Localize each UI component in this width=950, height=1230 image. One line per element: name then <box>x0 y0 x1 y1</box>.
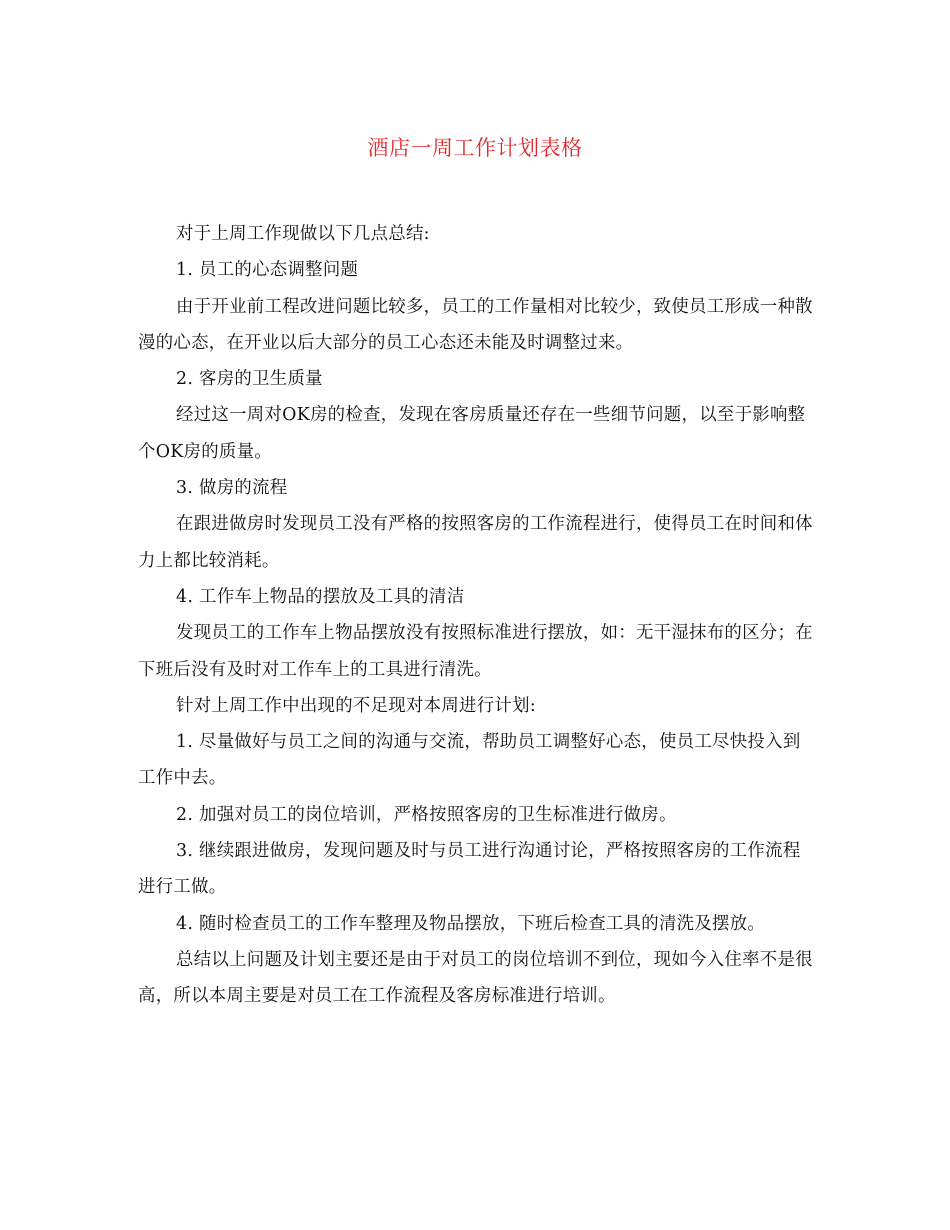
document-body <box>138 216 818 1015</box>
summary-intro: 对于上周工作现做以下几点总结: <box>176 224 430 244</box>
summary-body-2: 经过这一周对OK房的检查，发现在客房质量还存在一些细节问题，以至于影响整个OK房的质量。 <box>138 405 806 462</box>
summary-heading-4: 4. 工作车上物品的摆放及工具的清洁 <box>176 586 465 607</box>
summary-heading-2: 2. 客房的卫生质量 <box>176 369 323 390</box>
plan-intro: 针对上周工作中出现的不足现对本周进行计划: <box>176 695 536 716</box>
summary-body-4: 发现员工的工作车上物品摆放没有按照标准进行摆放，如：无干湿抹布的区分；在下班后没有及时对工作车上的工具进行清洗。 <box>138 623 813 680</box>
plan-item-4: 4. 随时检查员工的工作车整理及物品摆放，下班后检查工具的清洗及摆放。 <box>176 913 766 934</box>
summary-body-1: 由于开业前工程改进问题比较多，员工的工作量相对比较少，致使员工形成一种散漫的心态，在开业以后大部分的员工心态还未能及时调整过来。 <box>138 296 813 353</box>
document-title: 酒店一周工作计划表格 <box>367 136 583 160</box>
plan-item-1: 1. 尽量做好与员工之间的沟通与交流，帮助员工调整好心态，使员工尽快投入到工作中去。 <box>138 732 801 789</box>
summary-heading-3: 3. 做房的流程 <box>176 478 288 499</box>
plan-item-3: 3. 继续跟进做房，发现问题及时与员工进行沟通讨论，严格按照客房的工作流程进行工做。 <box>138 841 801 898</box>
summary-heading-1: 1. 员工的心态调整问题 <box>176 260 359 281</box>
plan-item-2: 2. 加强对员工的岗位培训，严格按照客房的卫生标准进行做房。 <box>176 804 677 825</box>
conclusion: 总结以上问题及计划主要还是由于对员工的岗位培训不到位，现如今入住率不是很高，所以本周主要是对员工在工作流程及客房标准进行培训。 <box>138 949 813 1007</box>
summary-body-3: 在跟进做房时发现员工没有严格的按照客房的工作流程进行，使得员工在时间和体力上都比较消耗。 <box>138 514 813 571</box>
